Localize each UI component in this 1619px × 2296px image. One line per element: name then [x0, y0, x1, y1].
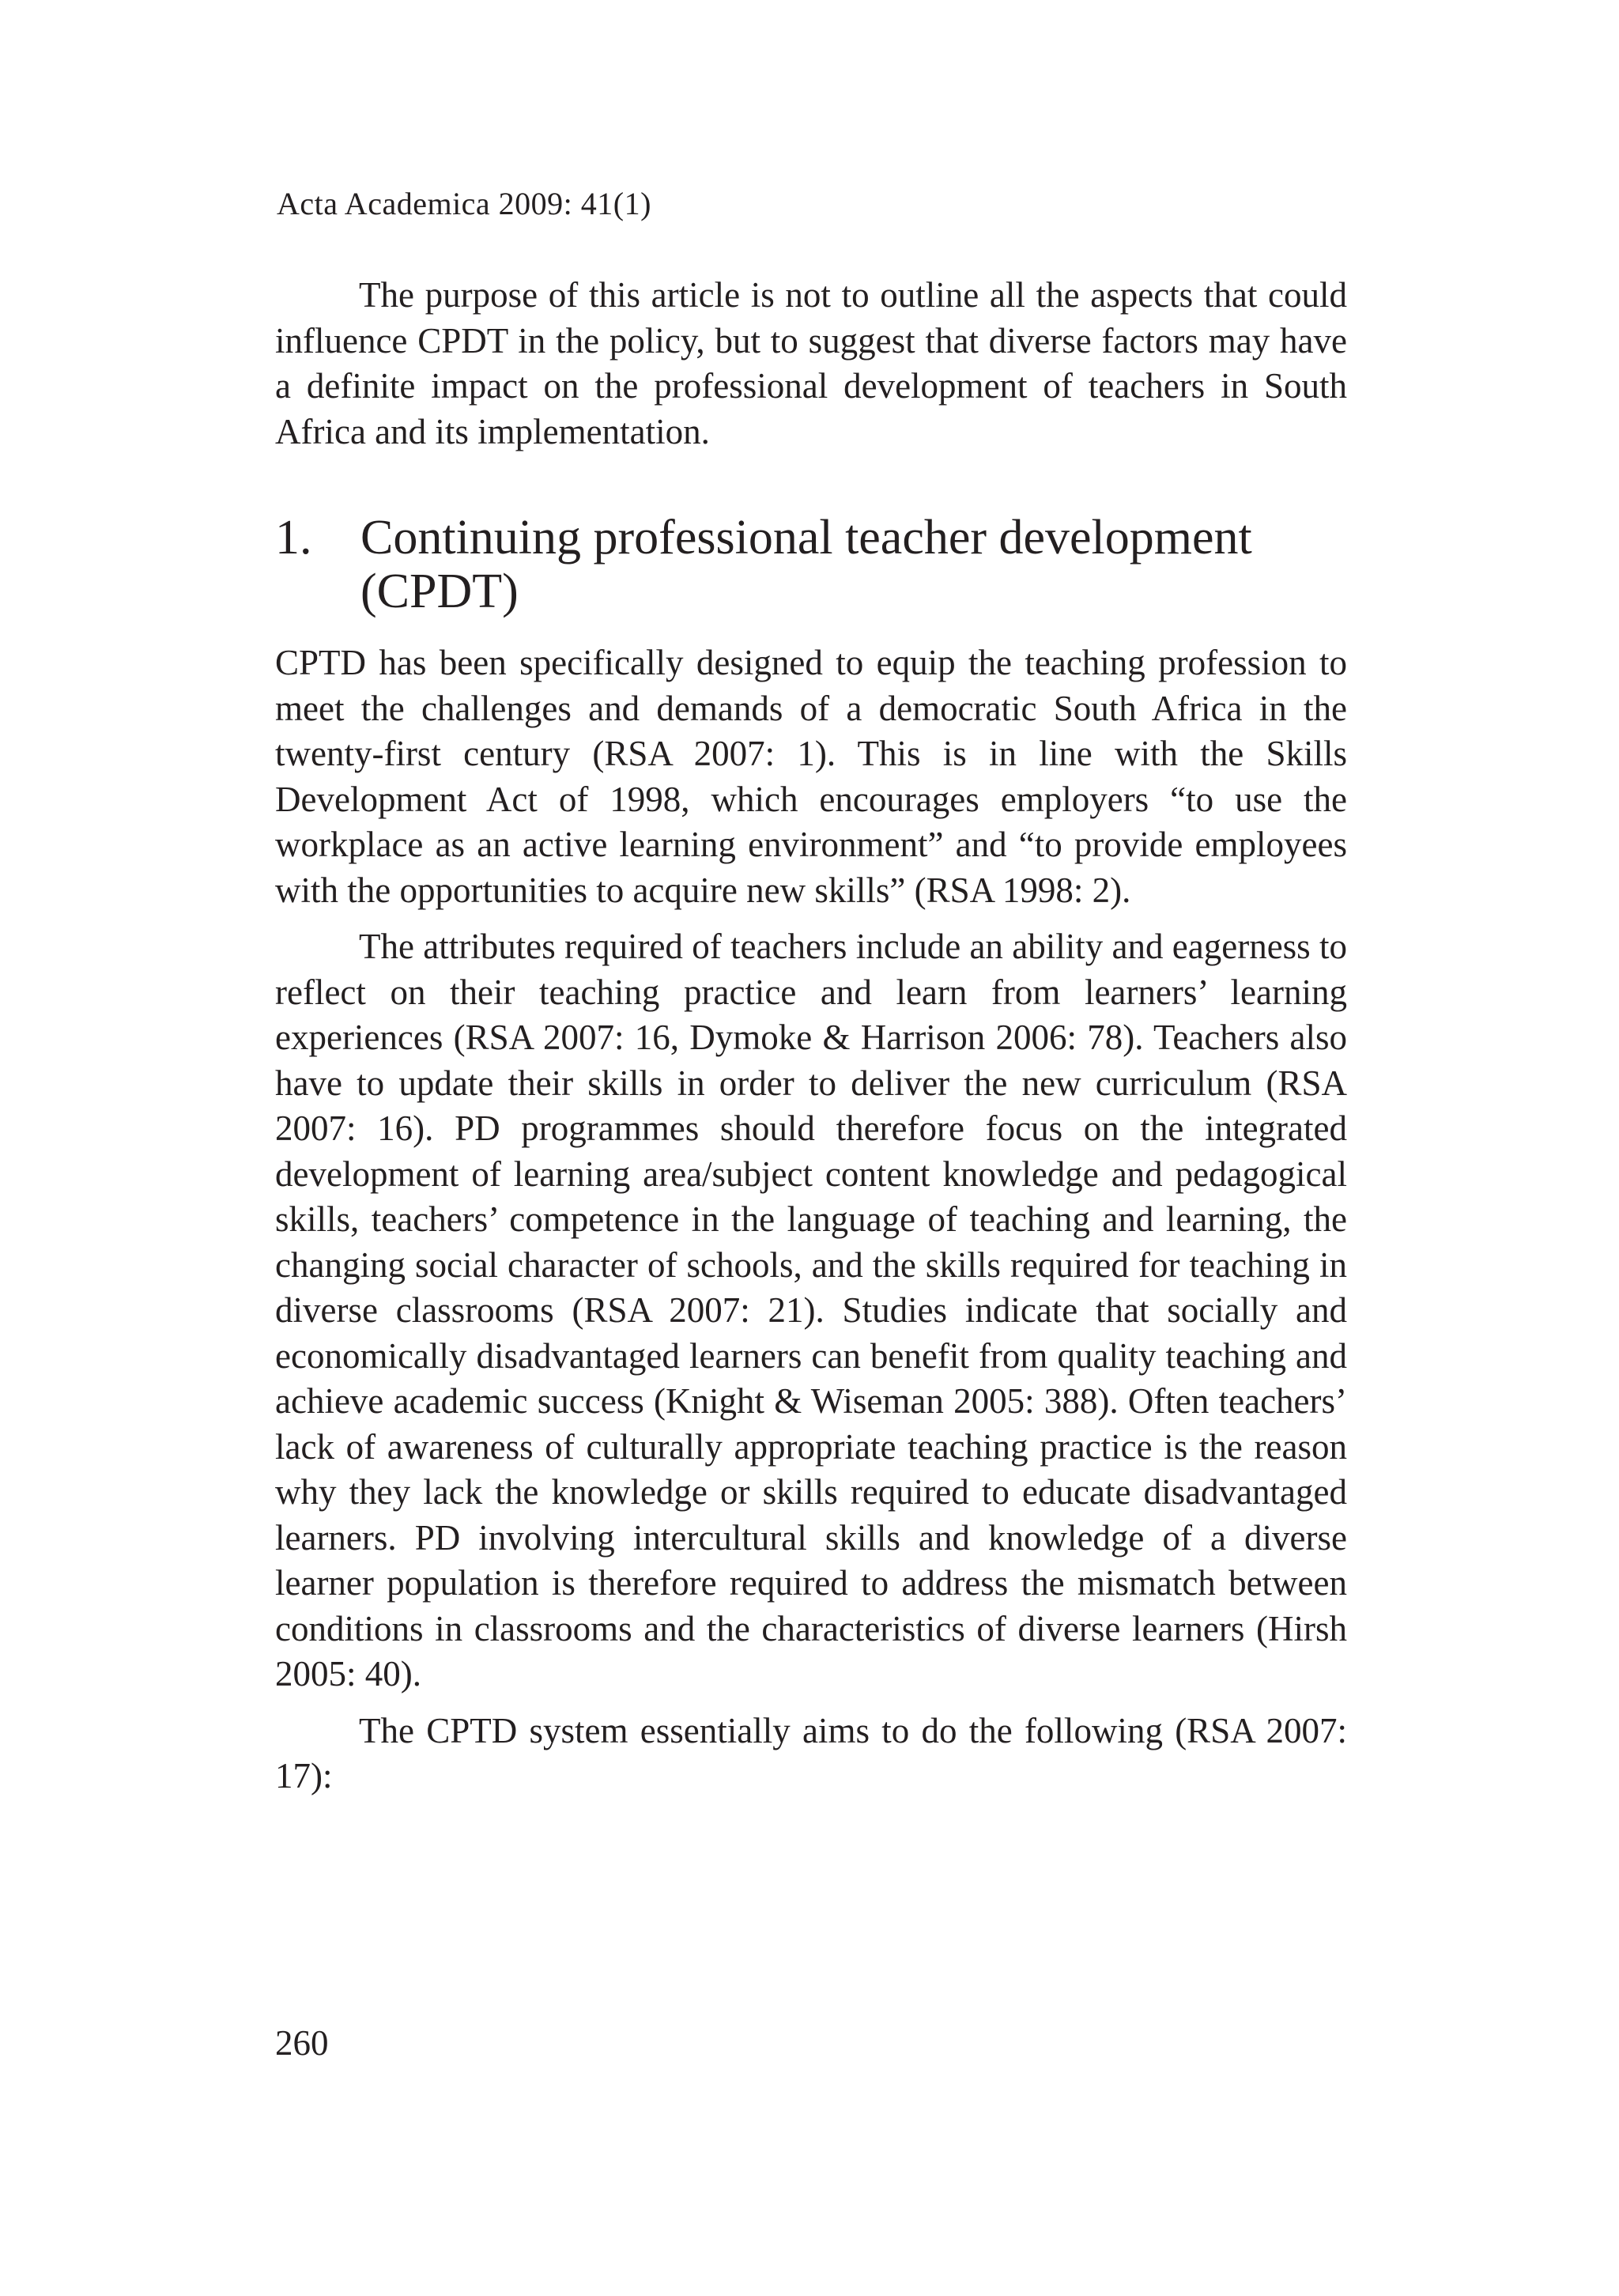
intro-block	[275, 273, 1347, 455]
section-heading	[275, 511, 1347, 618]
running-head: Acta Academica 2009: 41(1)	[277, 186, 651, 221]
section-body	[275, 640, 1347, 1799]
body-paragraph: The attributes required of teachers include an ability and eagerness to reflect on their teaching practice and learn from learners’ learning experiences (RSA 2007: 16, Dymoke & Harrison 2006: 78). Teachers also have to update their skills in order to deliver the new curriculum (RSA 2007: 16). PD programmes should therefore focus on the integrated development of learning area/subject content knowledge and pedagogical skills, teachers’ competence in the language of teaching and learning, the changing social character of schools, and the skills required for teaching in diverse classrooms (RSA 2007: 21). Studies indicate that socially and economically disadvantaged learners can benefit from quality teaching and achieve academic success (Knight & Wiseman 2005: 388). Often teachers’ lack of awareness of culturally appropriate teaching practice is the reason why they lack the knowledge or skills required to educate disadvantaged learners. PD involving intercultural skills and knowledge of a diverse learner population is therefore required to address the mismatch between conditions in classrooms and the characteristics of diverse learners (Hirsh 2005: 40).	[275, 927, 1347, 1694]
body-paragraph: CPTD has been specifically designed to equip the teaching profession to meet the challenges and demands of a democratic South Africa in the twenty-first century (RSA 2007: 1). This is in line with the Skills Development Act of 1998, which encourages employers “to use the workplace as an active learning environment” and “to provide employees with the opportunities to acquire new skills” (RSA 1998: 2).	[275, 643, 1347, 910]
section-title: Continuing professional teacher development (CPDT)	[360, 511, 1252, 618]
body-paragraph: The CPTD system essentially aims to do the following (RSA 2007: 17):	[275, 1710, 1347, 1796]
page-number: 260	[275, 2023, 329, 2063]
section-number: 1.	[275, 511, 312, 565]
intro-paragraph: The purpose of this article is not to outline all the aspects that could influence CPDT in the policy, but to suggest that diverse factors may have a definite impact on the professional development of teachers in South Africa and its implementation.	[275, 275, 1347, 451]
